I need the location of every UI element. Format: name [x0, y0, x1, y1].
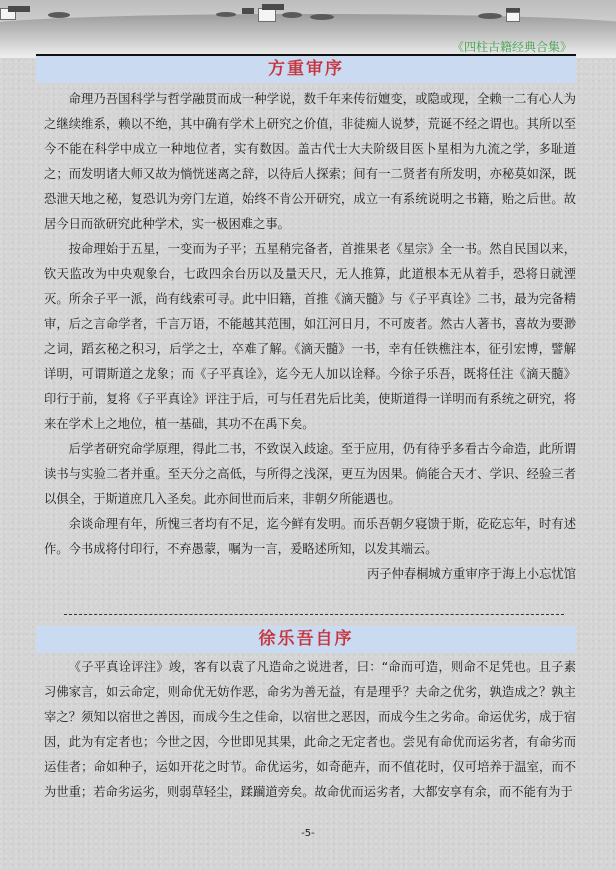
section-title: 方重审序: [268, 59, 344, 79]
xu-preface-body: [44, 655, 576, 805]
roof-icon: [8, 6, 30, 12]
tree-icon: [216, 12, 236, 17]
page-number: -5-: [301, 828, 315, 839]
paragraph: 命理乃吾国科学与哲学融贯而成一种学说，数千年来传衍嬗变，或隐或现，全赖一二有心人为之继续维系，赖以不绝，其中确有学术上研究之价值，非徒痴人说梦，荒诞不经之谓也。其所以至今不能在科学中成立一种地位者，实有数因。盖古代士大夫阶级目医卜星相为九流之学，多耻道之；而发明诸大师又故为惝恍迷离之辞，以待后人探索；间有一二贤者有所发明，亦秘莫如深，既恐泄天地之秘，复恐讥为旁门左道，始终不肯公开研究，成立一有系统说明之书籍，贻之后世。故居今日而欲研究此种学术，实一极困难之事。: [44, 92, 576, 231]
paragraph: 按命理始于五星，一变而为子平；五星稍完备者，首推果老《星宗》全一书。然自民国以来，钦天监改为中央观象台，七政四余台历以及量天尺，无人推算，此道根本无从着手，恐将日就湮灭。所余子平一派，尚有线索可寻。此中旧籍，首推《滴天髓》与《子平真诠》二书，最为完备精审，后之言命学者，千言万语，不能越其范围，如江河日月，不可废者。然古人著书，喜故为要渺之词，蹈玄秘之积习，后学之士，卒难了解。《滴天髓》一书，幸有任铁樵注本，征引宏博，譬解详明，可谓斯道之龙象；而《子平真诠》，迄今无人加以诠释。今徐子乐吾，既将任注《滴天髓》印行于前，复将《子平真诠》评注于后，可与任君先后比美，使斯道得一详明而有系统之研究，将来在学术上之地位，植一基础，其功不在禹下矣。: [44, 242, 576, 431]
paragraph: 《子平真诠评注》竣，客有以袁了凡造命之说进者，曰：“命而可造，则命不足凭也。且子素习佛家言，如云命定，则命优无妨作恶，命劣为善无益，有是理乎？夫命之优劣，孰造成之？孰主宰之？须知以宿世之善因，而成今生之佳命，以宿世之恶因，而成今生之劣命。命运优劣，成于宿因，此为有定者也；今世之因，今世即见其果，此命之无定者也。尝见有命优而运劣者，有命劣而运佳者；命如种子，运如开花之时节。命优运劣，如奇葩卉，而不值花时，仅可培养于温室，而不为世重；若命劣运劣，则弱草轻尘，蹂躏道旁矣。故命优而运劣者，大都安享有余，而不能有为于: [44, 660, 576, 799]
paragraph: 后学者研究命学原理，得此二书，不致误入歧途。至于应用，仍有待乎多看古今命造，此所谓读书与实验二者并重。至天分之高低，与所得之浅深，更互为因果。倘能合天才、学识、经验三者以俱全，于斯道庶几入圣矣。此亦间世而后来，非朝夕所能遇也。: [44, 442, 576, 506]
section-title: 徐乐吾自序: [258, 629, 354, 649]
signature-line: 丙子仲春桐城方重审序于海上小忘忧馆: [366, 567, 576, 581]
house-icon: [506, 12, 520, 22]
roof-icon: [242, 8, 254, 14]
series-title: 《四柱古籍经典合集》: [451, 40, 572, 54]
tree-icon: [48, 12, 70, 18]
paragraph: 余谈命理有年，所愧三者均有不足，迄今鲜有发明。而乐吾朝夕寝馈于斯，矻矻忘年，时有述作。今书成将付印行，不弃愚蒙，嘱为一言，爰略述所知，以发其端云。: [44, 517, 576, 556]
tree-icon: [478, 13, 502, 19]
section-divider: [64, 614, 564, 615]
roof-icon: [262, 4, 284, 10]
tree-icon: [310, 14, 334, 20]
house-icon: [258, 8, 276, 22]
section-header-xu-preface: [36, 626, 576, 653]
section-header-fang-preface: [36, 56, 576, 83]
tree-icon: [282, 12, 302, 18]
fang-preface-body: [44, 87, 576, 587]
